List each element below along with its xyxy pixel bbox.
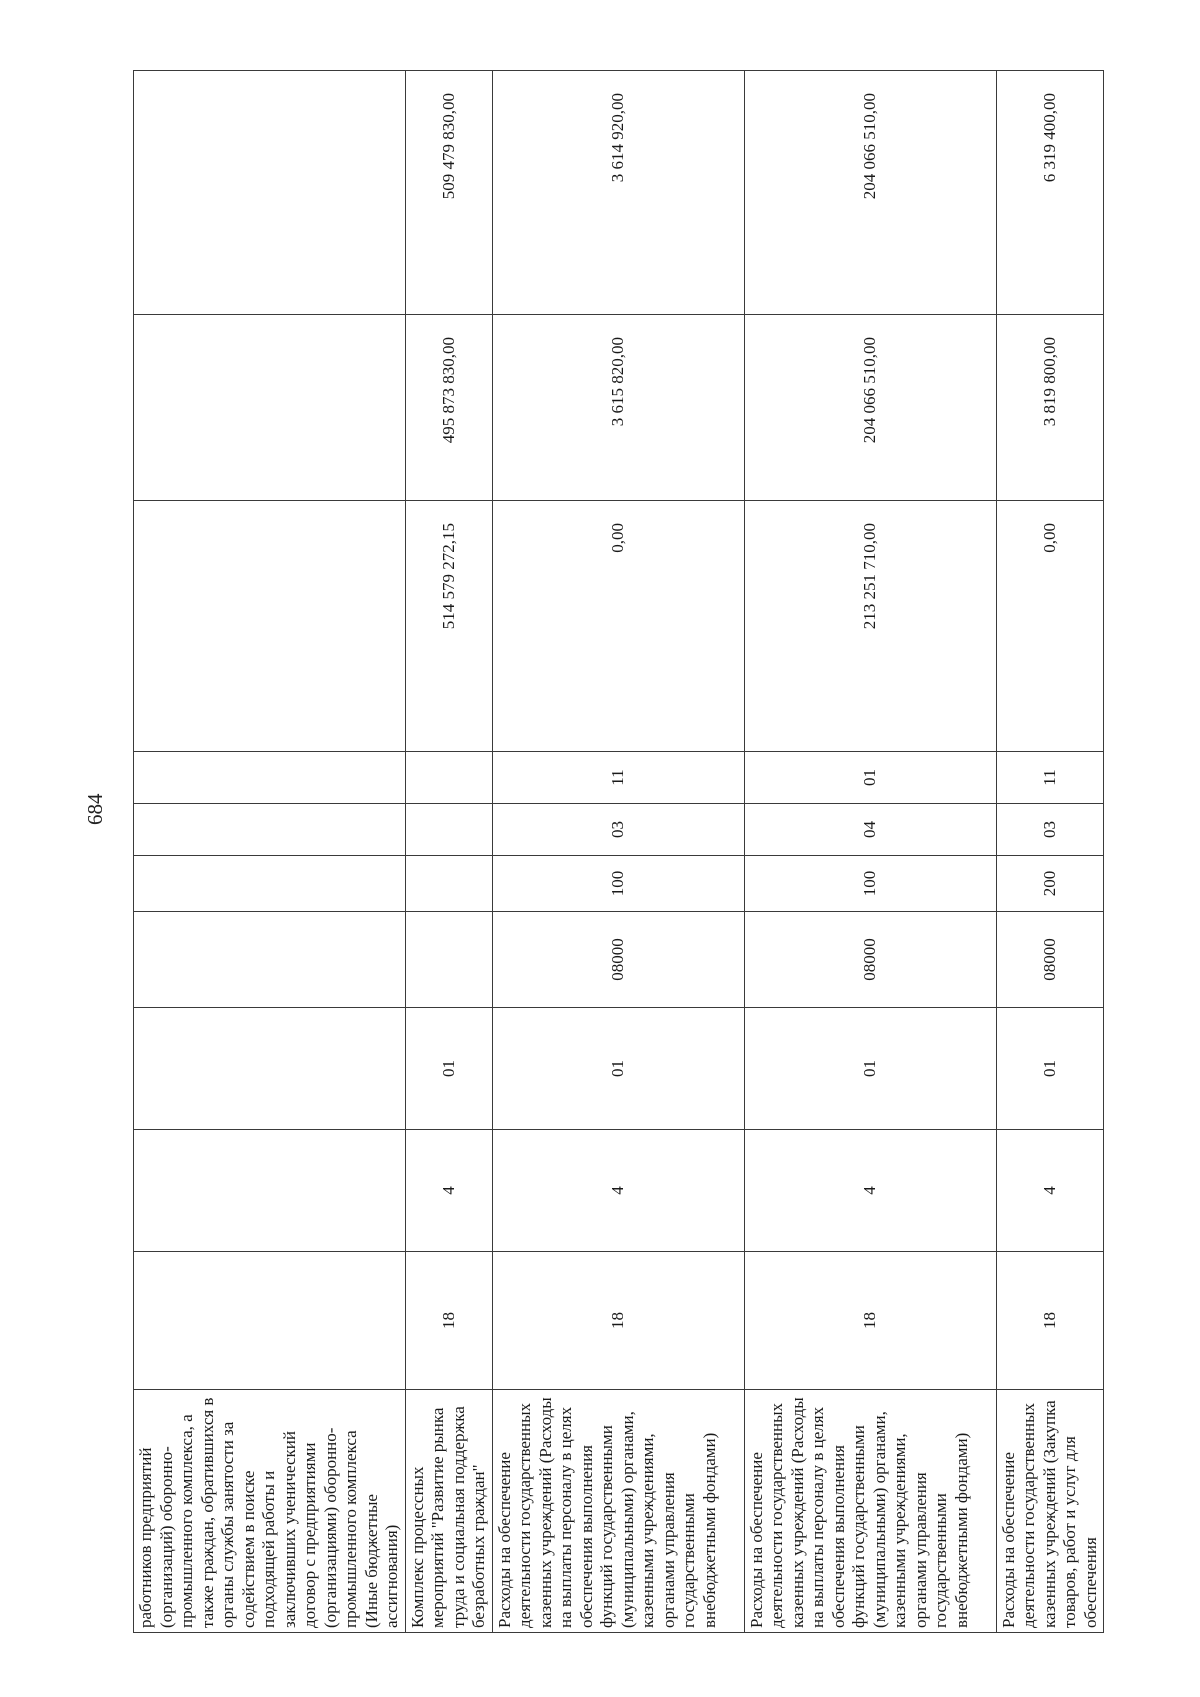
amount-cell: 213 251 710,00 — [744, 501, 996, 752]
code-cell — [134, 856, 406, 912]
code-cell: 18 — [744, 1252, 996, 1390]
table-row — [744, 71, 996, 1633]
rotated-table-container — [133, 71, 1100, 1633]
code-cell: 01 — [996, 1008, 1104, 1130]
code-cell: 11 — [996, 752, 1104, 804]
amount-cell — [134, 501, 406, 752]
amount-cell: 495 873 830,00 — [405, 315, 492, 501]
page-number: 684 — [83, 793, 107, 825]
expense-name: Расходы на обеспечение деятельности государственных казенных учреждений (Расходы на выплаты персоналу в целях обеспечения выполнения функций государственными (муниципальными) органами, казенными учреждениями, органами управления государственными внебюджетными фондами) — [744, 1390, 996, 1633]
code-cell — [134, 1252, 406, 1390]
amount-cell: 204 066 510,00 — [744, 315, 996, 501]
expense-name: Расходы на обеспечение деятельности государственных казенных учреждений (Расходы на выплаты персоналу в целях обеспечения выполнения функций государственными (муниципальными) органами, казенными учреждениями, органами управления государственными внебюджетными фондами) — [492, 1390, 744, 1633]
amount-cell: 204 066 510,00 — [744, 71, 996, 315]
code-cell: 01 — [492, 1008, 744, 1130]
code-cell: 18 — [996, 1252, 1104, 1390]
amount-cell: 6 319 400,00 — [996, 71, 1104, 315]
code-cell: 04 — [744, 804, 996, 856]
budget-table — [133, 70, 1104, 1633]
code-cell — [134, 1130, 406, 1252]
code-cell: 100 — [492, 856, 744, 912]
code-cell: 4 — [744, 1130, 996, 1252]
amount-cell: 509 479 830,00 — [405, 71, 492, 315]
code-cell — [134, 752, 406, 804]
code-cell — [134, 804, 406, 856]
amount-cell: 3 614 920,00 — [492, 71, 744, 315]
code-cell: 08000 — [492, 912, 744, 1008]
code-cell: 200 — [996, 856, 1104, 912]
code-cell — [134, 912, 406, 1008]
code-cell — [405, 752, 492, 804]
amount-cell — [134, 71, 406, 315]
code-cell — [405, 856, 492, 912]
code-cell: 4 — [405, 1130, 492, 1252]
code-cell: 01 — [744, 1008, 996, 1130]
code-cell: 100 — [744, 856, 996, 912]
table-row — [405, 71, 492, 1633]
code-cell — [134, 1008, 406, 1130]
code-cell: 11 — [492, 752, 744, 804]
table-row — [996, 71, 1104, 1633]
code-cell: 03 — [492, 804, 744, 856]
code-cell: 18 — [405, 1252, 492, 1390]
expense-name: Комплекс процессных мероприятий "Развитие рынка труда и социальная поддержка безработных граждан" — [405, 1390, 492, 1633]
code-cell — [405, 912, 492, 1008]
code-cell: 03 — [996, 804, 1104, 856]
code-cell: 4 — [996, 1130, 1104, 1252]
expense-name: работников предприятий (организаций) оборонно-промышленного комплекса, а также граждан, обратившихся в органы службы занятости за содействием в поиске подходящей работы и заключивших ученический договор с предприятиями (организациями) оборонно-промышленного комплекса (Иные бюджетные ассигнования) — [134, 1390, 406, 1633]
code-cell — [405, 804, 492, 856]
table-row — [492, 71, 744, 1633]
amount-cell: 514 579 272,15 — [405, 501, 492, 752]
amount-cell: 3 819 800,00 — [996, 315, 1104, 501]
code-cell: 08000 — [996, 912, 1104, 1008]
amount-cell — [134, 315, 406, 501]
code-cell: 01 — [405, 1008, 492, 1130]
expense-name: Расходы на обеспечение деятельности государственных казенных учреждений (Закупка товаров, работ и услуг для обеспечения — [996, 1390, 1104, 1633]
amount-cell: 0,00 — [996, 501, 1104, 752]
table-row — [134, 71, 406, 1633]
code-cell: 01 — [744, 752, 996, 804]
code-cell: 08000 — [744, 912, 996, 1008]
code-cell: 18 — [492, 1252, 744, 1390]
code-cell: 4 — [492, 1130, 744, 1252]
amount-cell: 3 615 820,00 — [492, 315, 744, 501]
amount-cell: 0,00 — [492, 501, 744, 752]
